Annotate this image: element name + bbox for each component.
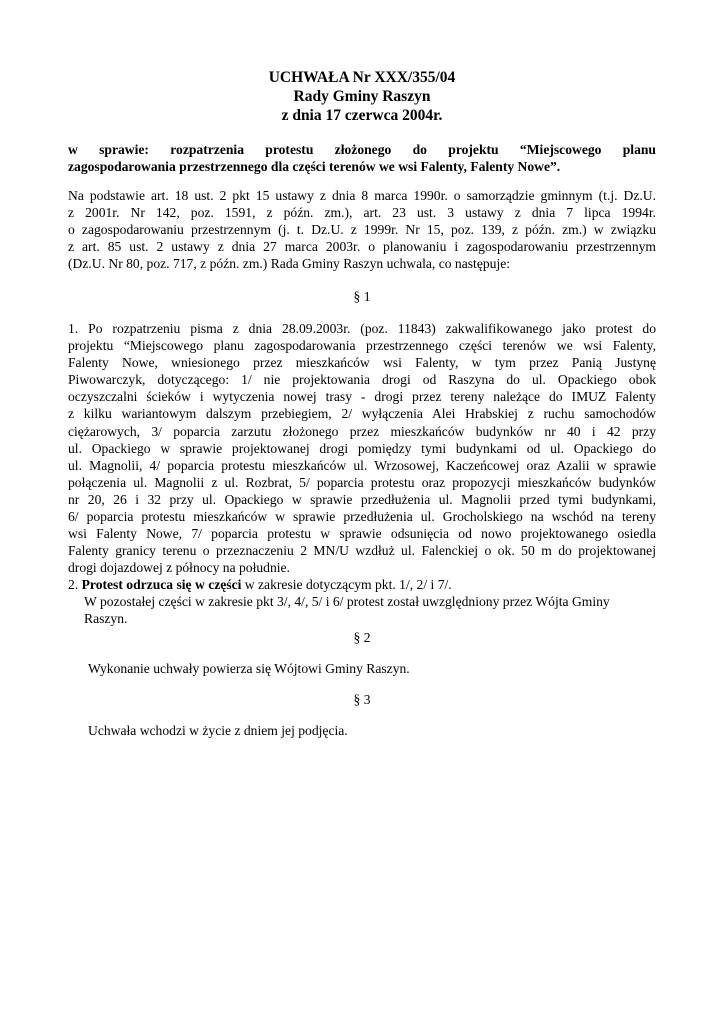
point-1-line: ul. Magnolii, 4/ poparcia protestu mieszkańców ul. Wrzosowej, Kaczeńcowej oraz Azalii w sprawie [68, 457, 656, 473]
point-2-bold-text: Protest odrzuca się w części [81, 577, 242, 592]
section-2-text: Wykonanie uchwały powierza się Wójtowi Gminy Raszyn. [88, 661, 410, 676]
section-1-heading: § 1 [353, 289, 371, 304]
point-1-line: połączenia ul. Magnolii z ul. Rozbrat, 5/ poparcia protestu oraz propozycji mieszkańców budynków [68, 474, 656, 490]
section-3-text: Uchwała wchodzi w życie z dniem jej podjęcia. [88, 723, 348, 738]
point-1-line: nr 20, 26 i 32 przy ul. Opackiego w sprawie przedłużenia ul. Magnolii przed tymi budynkami, [68, 491, 656, 507]
subject-line: w sprawie: rozpatrzenia protestu złożonego do projektu “Miejscowego planu [68, 142, 656, 157]
council-name: Rady Gminy Raszyn [293, 88, 431, 105]
point-1-line: projektu “Miejscowego planu zagospodarowania przestrzennego części terenów we wsi Falenty, [68, 338, 656, 354]
point-1-line: ciężarowych, 3/ poparcia zarzutu złożonego przez mieszkańców budynków nr 40 i 42 przy [68, 423, 656, 439]
section-2-heading: § 2 [353, 630, 371, 645]
point-2-continuation: W pozostałej części w zakresie pkt 3/, 4/, 5/ i 6/ protest został uwzględniony przez Wójta Gminy [84, 594, 610, 609]
point-1-line: 1. Po rozpatrzeniu pisma z dnia 28.09.2003r. (poz. 11843) zakwalifikowanego jako protest do [68, 321, 656, 336]
preamble-line: z 2001r. Nr 142, poz. 1591, z późn. zm.), art. 23 ust. 3 ustawy z dnia 7 lipca 1994r. [68, 205, 656, 221]
resolution-subject [68, 141, 656, 175]
point-1-line: wsi Falenty Nowe, 7/ poparcia protestu w sprawie odsunięcia od nowo projektowanego osiedla [68, 526, 656, 542]
point-1-line: oczyszczalni ścieków i wytyczenia nowej trasy - drogi przez tereny należące do IMUZ Falenty [68, 389, 656, 405]
resolution-date: z dnia 17 czerwca 2004r. [281, 107, 443, 124]
section-1-point-2 [68, 576, 452, 593]
point-1-line: z kilku wariantowym dalszym przebiegiem, 2/ wyłączenia Alei Hrabskiej z ruchu samochodów [68, 406, 656, 422]
section-3-heading: § 3 [353, 692, 371, 707]
subject-line: zagospodarowania przestrzennego dla części terenów we wsi Falenty, Falenty Nowe”. [68, 159, 561, 174]
point-1-line: Falenty Nowe, wniesionego przez mieszkańców wsi Falenty, w tym przez Panią Justynę [68, 355, 656, 371]
point-1-line: Falenty granicy terenu o przeznaczeniu 2 MN/U wzdłuż ul. Falenckiej o ok. 50 m do projektowanej [68, 543, 656, 559]
point-1-line: Piwowarczyk, dotyczącego: 1/ nie projektowania drogi od Raszyna do ul. Opackiego obok [68, 372, 656, 388]
point-1-line: 6/ poparcia protestu mieszkańców w sprawie przedłużenia ul. Grocholskiego na wschód na tereny [68, 509, 656, 525]
section-1-point-1 [68, 320, 656, 576]
preamble-line: z art. 85 ust. 2 ustawy z dnia 27 marca 2003r. o planowaniu i zagospodarowaniu przestrzennym [68, 239, 656, 255]
resolution-title: UCHWAŁA Nr XXX/355/04 [268, 69, 456, 86]
preamble-line: o zagospodarowaniu przestrzennym (j. t. Dz.U. z 1999r. Nr 15, poz. 139, z późn. zm.) w związku [68, 222, 656, 238]
preamble-line: Na podstawie art. 18 ust. 2 pkt 15 ustawy z dnia 8 marca 1990r. o samorządzie gminnym (t.j. Dz.U. [68, 188, 656, 203]
point-1-line: ul. Opackiego w sprawie projektowanej drogi pomiędzy tymi budynkami od ul. Opackiego do [68, 440, 656, 456]
preamble-line: (Dz.U. Nr 80, poz. 717, z późn. zm.) Rada Gminy Raszyn uchwala, co następuje: [68, 256, 511, 272]
point-2-continuation: Raszyn. [84, 611, 128, 626]
preamble-paragraph [68, 187, 656, 272]
point-2-number: 2. [68, 577, 79, 592]
point-1-line: drogi dojazdowej z północy na południe. [68, 560, 290, 576]
point-2-text: w zakresie dotyczącym pkt. 1/, 2/ i 7/. [241, 577, 452, 592]
